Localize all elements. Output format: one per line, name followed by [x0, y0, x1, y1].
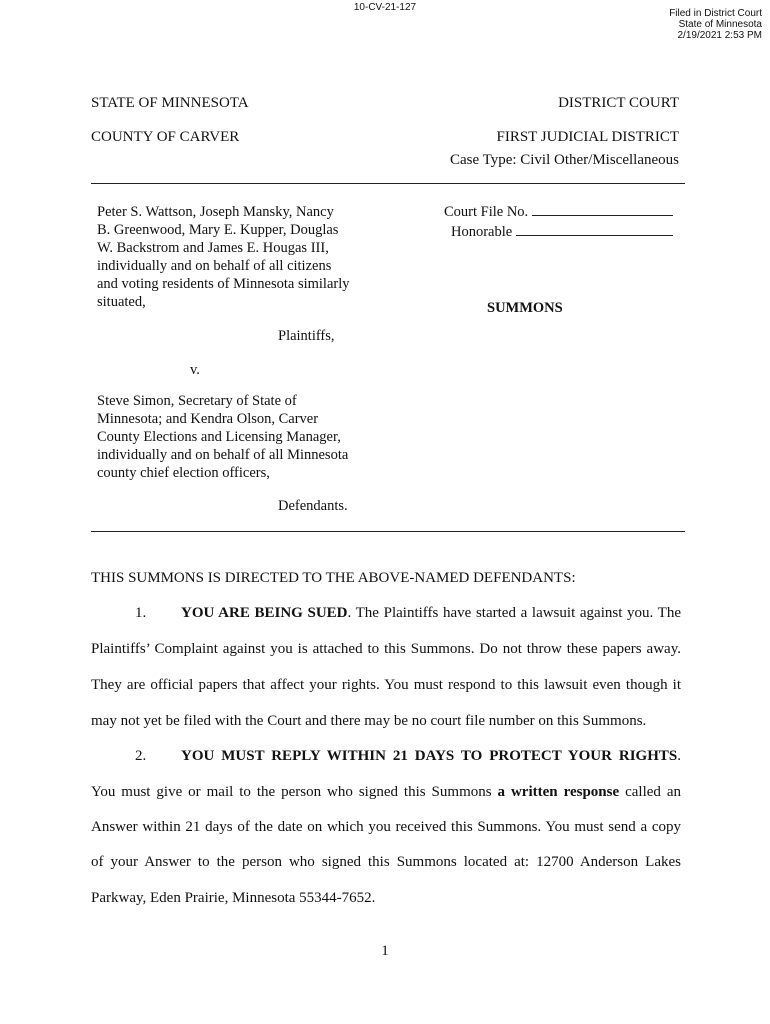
defendants-line: Steve Simon, Secretary of State of [97, 393, 297, 409]
paragraph-1-line-3: They are official papers that affect your rights. You must respond to this lawsuit even though it [91, 677, 681, 693]
court-file-blank [532, 203, 673, 216]
court-file-number [444, 203, 673, 221]
defendants-line: Minnesota; and Kendra Olson, Carver [97, 411, 319, 427]
defendants-line: County Elections and Licensing Manager, [97, 429, 341, 445]
case-type: Case Type: Civil Other/Miscellaneous [449, 152, 679, 168]
filed-stamp-line: Filed in District Court [669, 8, 762, 19]
county-label: COUNTY OF CARVER [91, 129, 240, 145]
caption-top-rule [91, 183, 685, 184]
paragraph-1-line-1 [181, 604, 681, 622]
plaintiffs-line: individually and on behalf of all citizens [97, 258, 332, 274]
state-label: STATE OF MINNESOTA [91, 95, 249, 111]
court-name: DISTRICT COURT [558, 95, 679, 111]
honorable-blank [516, 223, 673, 236]
defendants-label: Defendants. [278, 498, 348, 514]
paragraph-2-text: You must give or mail to the person who signed this Summons [91, 784, 492, 800]
versus-label: v. [190, 362, 200, 378]
paragraph-2-text: called an [625, 784, 682, 800]
paragraph-1-text: . The Plaintiffs have started a lawsuit against you. The [347, 605, 681, 621]
paragraph-2-line-1 [91, 783, 681, 801]
honorable-label: Honorable [451, 224, 513, 240]
plaintiffs-line: and voting residents of Minnesota similarly [97, 276, 350, 292]
paragraph-2-line-4: Parkway, Eden Prairie, Minnesota 55344-7652. [91, 890, 376, 906]
defendants-line: individually and on behalf of all Minnesota [97, 447, 349, 463]
defendants-line: county chief election officers, [97, 465, 270, 481]
paragraph-2-line-2: Answer within 21 days of the date on which you received this Summons. You must send a copy [91, 819, 681, 835]
plaintiffs-label: Plaintiffs, [278, 328, 335, 344]
honorable-line [451, 223, 673, 241]
plaintiffs-line: Peter S. Wattson, Joseph Mansky, Nancy [97, 204, 334, 220]
paragraph-1-line-2: Plaintiffs’ Complaint against you is attached to this Summons. Do not throw these papers away. [91, 641, 681, 657]
page-number: 1 [381, 943, 389, 959]
defendants-names [97, 392, 372, 482]
paragraph-2-heading-line [181, 747, 681, 765]
paragraph-2-heading: YOU MUST REPLY WITHIN 21 DAYS TO PROTECT YOUR RIGHTS [181, 748, 678, 764]
paragraph-2-heading-period: . [677, 748, 681, 764]
document-title: SUMMONS [487, 300, 563, 316]
paragraph-2-line-3: of your Answer to the person who signed this Summons located at: 12700 Anderson Lakes [91, 854, 681, 870]
filed-stamp [669, 8, 762, 41]
plaintiffs-names [97, 203, 372, 311]
paragraph-1-heading: YOU ARE BEING SUED [181, 605, 348, 621]
paragraph-1-line-4: may not yet be filed with the Court and there may be no court file number on this Summons. [91, 713, 647, 729]
caption-bottom-rule [91, 531, 685, 532]
court-file-label: Court File No. [444, 204, 529, 220]
plaintiffs-line: W. Backstrom and James E. Hougas III, [97, 240, 329, 256]
paragraph-2-number: 2. [135, 748, 147, 764]
case-number: 10-CV-21-127 [353, 2, 417, 13]
written-response-emphasis: a written response [497, 784, 620, 800]
plaintiffs-line: B. Greenwood, Mary E. Kupper, Douglas [97, 222, 339, 238]
judicial-district: FIRST JUDICIAL DISTRICT [496, 129, 679, 145]
filed-stamp-line: 2/19/2021 2:53 PM [677, 30, 762, 41]
directed-line: THIS SUMMONS IS DIRECTED TO THE ABOVE-NAMED DEFENDANTS: [91, 570, 576, 586]
paragraph-1-number: 1. [135, 605, 147, 621]
filed-stamp-line: State of Minnesota [678, 19, 762, 30]
plaintiffs-line: situated, [97, 294, 146, 310]
